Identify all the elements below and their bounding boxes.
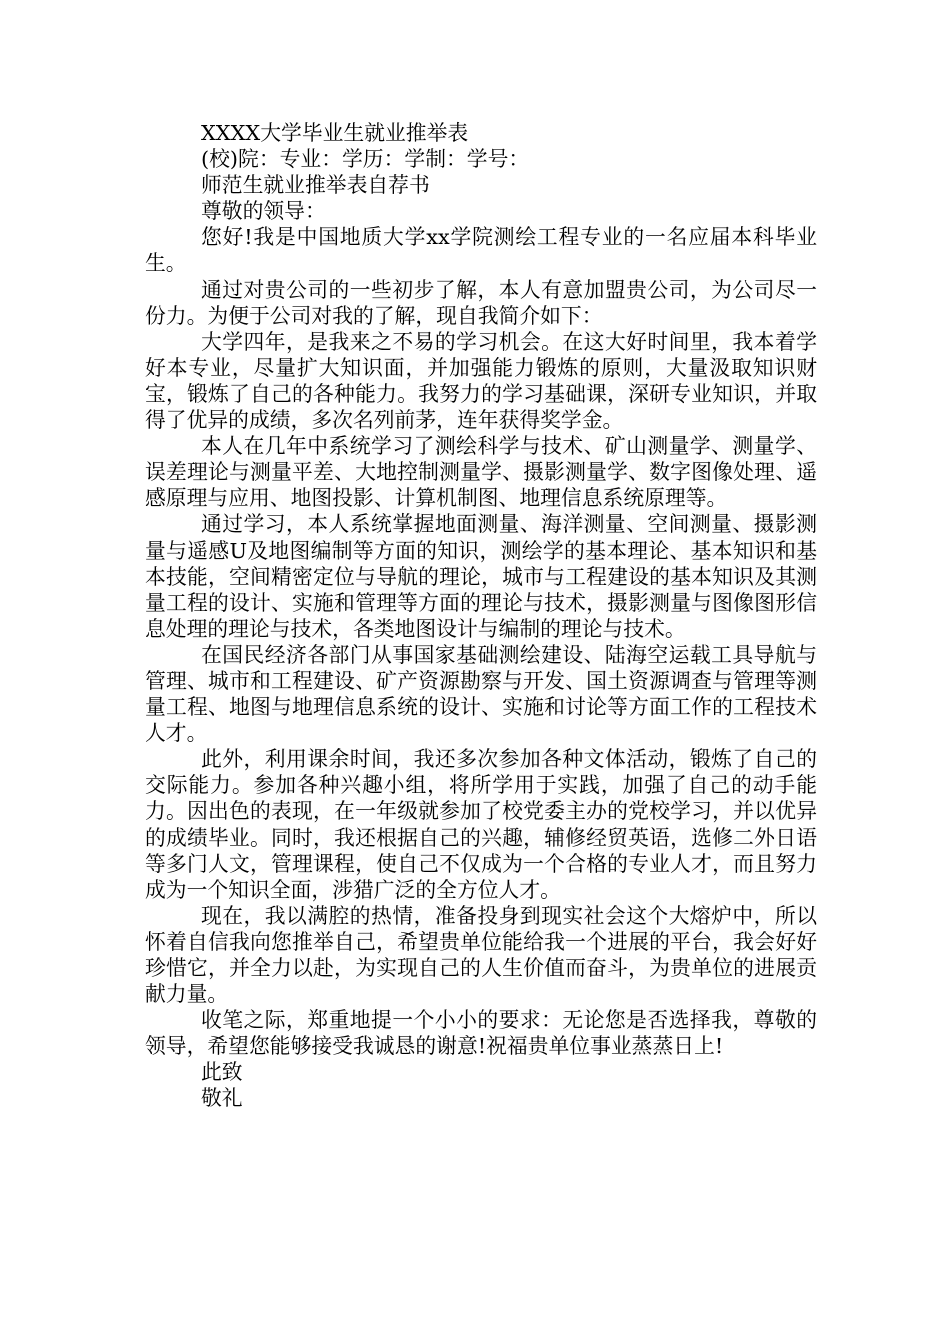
document-page [145,120,817,1112]
paragraph-university: 大学四年，是我来之不易的学习机会。在这大好时间里，我本着学好本专业，尽量扩大知识面，并加强能力锻炼的原则，大量汲取知识财宝，锻炼了自己的各种能力。我努力的学习基础课，深研专业知识，并取得了优异的成绩，多次名列前茅，连年获得奖学金。 [145,329,817,433]
closing-jingli: 敬礼 [201,1086,243,1111]
paragraph-career: 在国民经济各部门从事国家基础测绘建设、陆海空运载工具导航与管理、城市和工程建设、矿产资源勘察与开发、国土资源调查与管理等测量工程、地图与地理信息系统的设计、实施和讨论等方面工作的工程技术人才。 [145,642,817,746]
paragraph-commitment: 现在，我以满腔的热情，准备投身到现实社会这个大熔炉中，所以怀着自信我向您推举自己，希望贵单位能给我一个进展的平台，我会好好珍惜它，并全力以赴，为实现自己的人生价值而奋斗，为贵单位的进展贡献力量。 [145,903,817,1007]
paragraph-greeting: 您好!我是中国地质大学xx学院测绘工程专业的一名应届本科毕业生。 [145,225,817,276]
paragraph-courses: 本人在几年中系统学习了测绘科学与技术、矿山测量学、测量学、误差理论与测量平差、大地控制测量学、摄影测量学、数字图像处理、遥感原理与应用、地图投影、计算机制图、地理信息系统原理等。 [145,434,817,511]
closing-cizhi: 此致 [201,1060,243,1085]
paragraph-activities: 此外，利用课余时间，我还多次参加各种文体活动，锻炼了自己的交际能力。参加各种兴趣小组，将所学用于实践，加强了自己的动手能力。因出色的表现，在一年级就参加了校党委主办的党校学习，并以优异的成绩毕业。同时，我还根据自己的兴趣，辅修经贸英语，选修二外日语等多门人文，管理课程，使自己不仅成为一个合格的专业人才，而且努力成为一个知识全面，涉猎广泛的全方位人才。 [145,747,817,902]
school-info-line: (校)院：专业：学历：学制：学号： [201,147,530,172]
document-subtitle: 师范生就业推举表自荐书 [201,173,430,198]
salutation: 尊敬的领导： [201,199,326,224]
document-title: XXXX大学毕业生就业推举表 [201,121,469,145]
paragraph-closing-request: 收笔之际，郑重地提一个小小的要求：无论您是否选择我，尊敬的领导，希望您能够接受我诚恳的谢意!祝福贵单位事业蒸蒸日上! [145,1008,817,1059]
paragraph-knowledge: 通过学习，本人系统掌握地面测量、海洋测量、空间测量、摄影测量与遥感U及地图编制等方面的知识，测绘学的基本理论、基本知识和基本技能，空间精密定位与导航的理论，城市与工程建设的基本知识及其测量工程的设计、实施和管理等方面的理论与技术，摄影测量与图像图形信息处理的理论与技术，各类地图设计与编制的理论与技术。 [145,512,817,641]
paragraph-intent: 通过对贵公司的一些初步了解，本人有意加盟贵公司，为公司尽一份力。为便于公司对我的了解，现自我简介如下： [145,277,817,328]
